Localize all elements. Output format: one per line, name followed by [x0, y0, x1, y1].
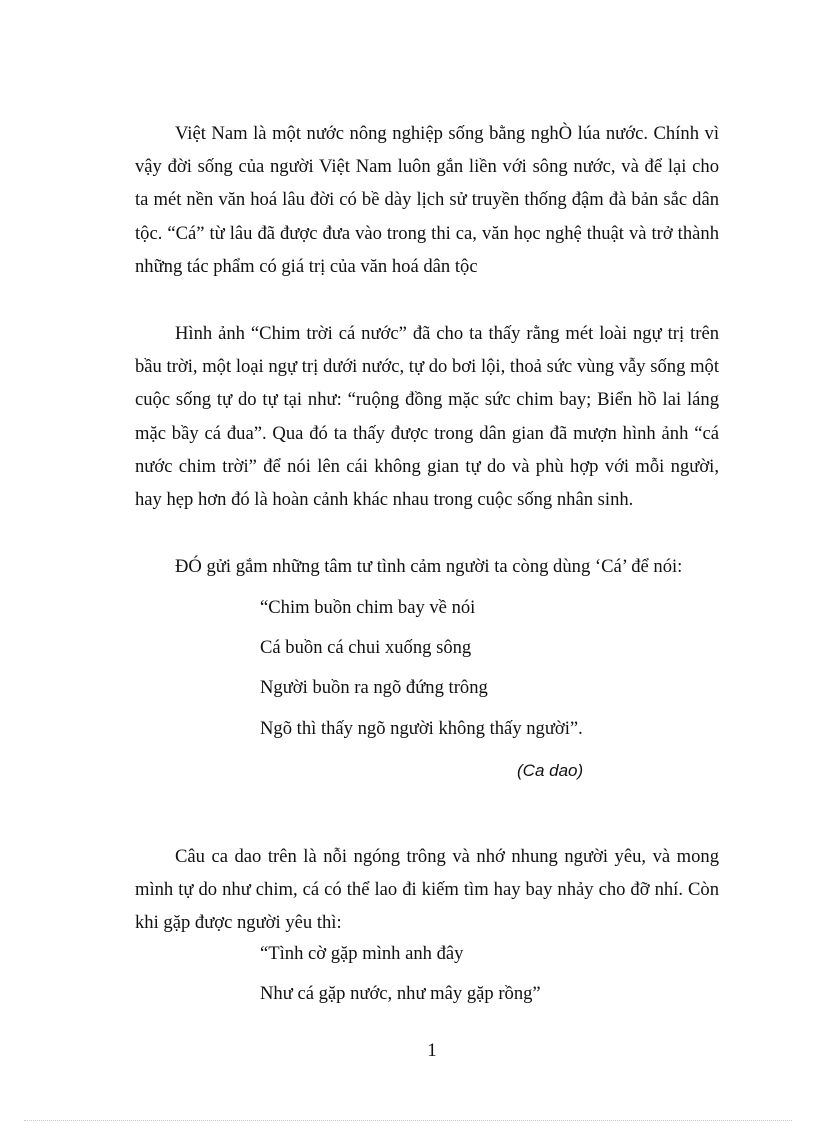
verse-intro-line: ĐÓ gửi gắm những tâm tư tình cảm người ta còng dùng ‘Cá’ để nói: — [175, 556, 683, 577]
poem1-line-2: Cá buồn cá chui xuống sông — [260, 637, 472, 658]
poem1-line-4: Ngõ thì thấy ngõ người không thấy người”. — [260, 718, 583, 739]
page-number: 1 — [427, 1040, 437, 1061]
poem1-line-1: “Chim buồn chim bay về nói — [260, 597, 476, 618]
poem2-line-2: Như cá gặp nước, như mây gặp rồng” — [260, 983, 541, 1004]
paragraph-intro: Việt Nam là một nước nông nghiệp sống bằng nghÒ lúa nước. Chính vì vậy đời sống của người Việt Nam luôn gắn liền với sông nước, và để lại cho ta mét nền văn hoá lâu đời có bề dày lịch sử truyền thống đậm đà bản sắc dân tộc. “Cá” từ lâu đã được đưa vào trong thi ca, văn học nghệ thuật và trở thành những tác phẩm có giá trị của văn hoá dân tộc — [135, 123, 719, 277]
poem1-line-3: Người buồn ra ngõ đứng trông — [260, 677, 488, 698]
paragraph-ca-dao-comment: Câu ca dao trên là nỗi ngóng trông và nhớ nhung người yêu, và mong mình tự do như chim, cá có thể lao đi kiếm tìm hay bay nhảy cho đỡ nhí. Còn khi gặp được người yêu thì: — [135, 846, 719, 934]
paragraph-chim-troi-ca-nuoc: Hình ảnh “Chim trời cá nước” đã cho ta thấy rằng mét loài ngự trị trên bầu trời, một loại ngự trị dưới nước, tự do bơi lội, thoả sức vùng vẫy sống một cuộc sống tự do tự tại như: “ruộng đồng mặc sức chim bay; Biển hồ lai láng mặc bầy cá đua”. Qua đó ta thấy được trong dân gian đã mượn hình ảnh “cá nước chim trời” để nói lên cái không gian tự do và phù hợp với mỗi người, hay hẹp hơn đó là hoàn cảnh khác nhau trong cuộc sống nhân sinh. — [135, 323, 719, 511]
poem2-line-1: “Tình cờ gặp mình anh đây — [260, 943, 464, 964]
poem1-source: (Ca dao) — [517, 761, 584, 780]
page-bottom-divider — [24, 1120, 792, 1121]
